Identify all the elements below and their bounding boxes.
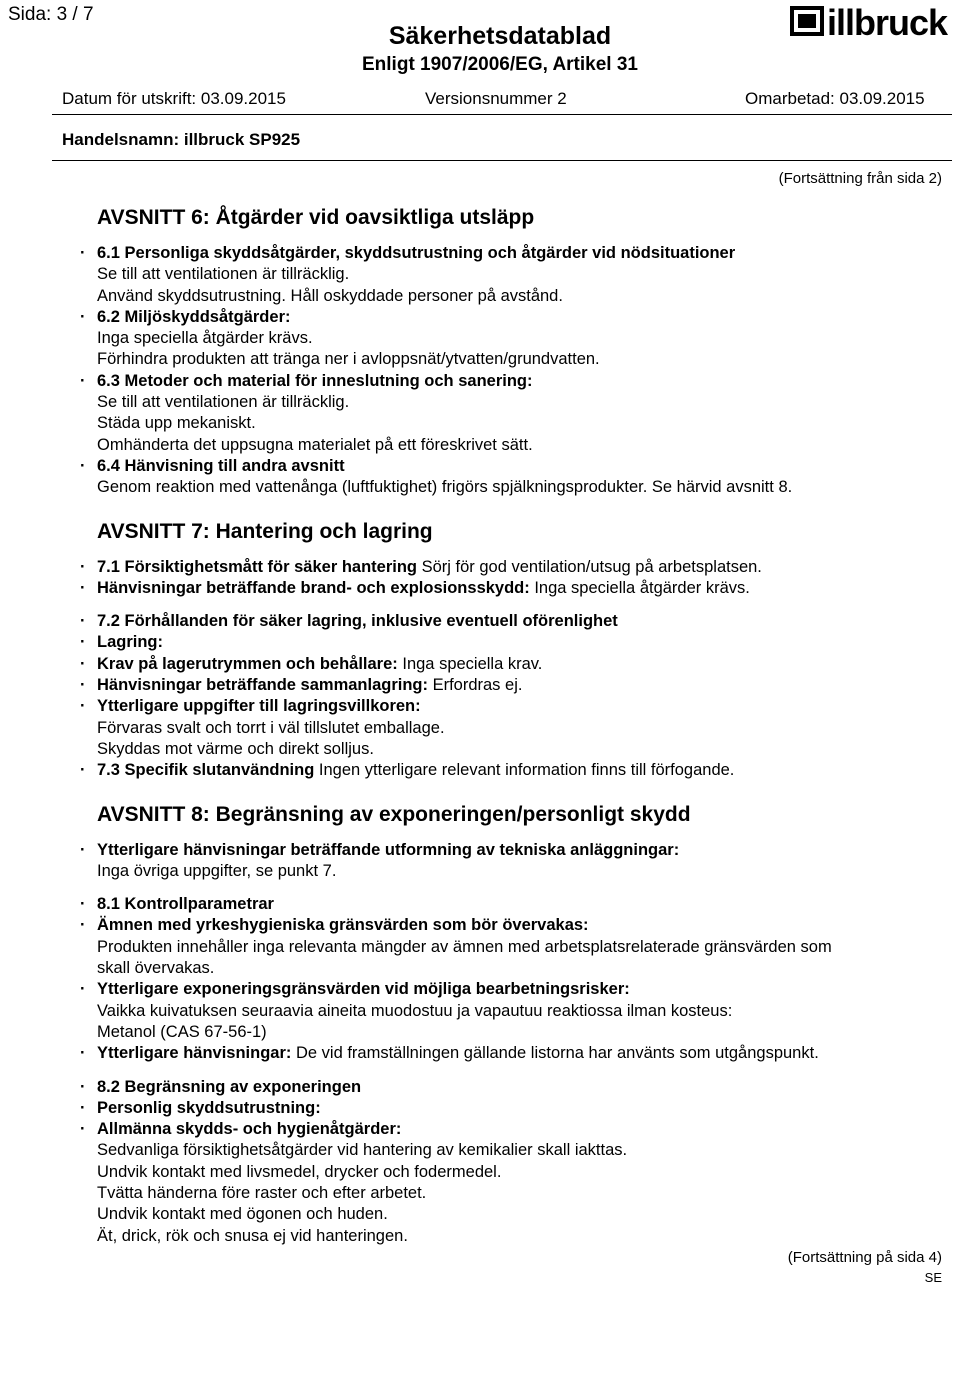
trade-divider [52, 160, 952, 161]
trade-name: Handelsnamn: illbruck SP925 [62, 130, 301, 149]
page-number: Sida: 3 / 7 [8, 4, 94, 25]
revision-date: Omarbetad: 03.09.2015 [745, 89, 925, 108]
s8-item-3: · Ämnen med yrkeshygieniska gränsvärden som bör övervakas: Produkten innehåller inga relevanta mängder av ämnen med arbetsplatsrelaterade gränsvärden som skall övervakas. [80, 915, 950, 979]
s7-item-2: · Hänvisningar beträffande brand- och explosionsskydd: Inga speciella åtgärder krävs. [80, 578, 950, 599]
s7-item-4: · Lagring: [80, 632, 950, 653]
illbruck-logo [790, 2, 958, 42]
s7-item-5: · Krav på lagerutrymmen och behållare: Inga speciella krav. [80, 654, 950, 675]
s8-item-1: · Ytterligare hänvisningar beträffande utformning av tekniska anläggningar: Inga övriga uppgifter, se punkt 7. [80, 840, 950, 883]
s6-item-1: · 6.1 Personliga skyddsåtgärder, skyddsutrustning och åtgärder vid nödsituationer Se till att ventilationen är tillräcklig. Använd skyddsutrustning. Håll oskyddade personer på avstånd. [80, 243, 950, 307]
s7-item-6: · Hänvisningar beträffande sammanlagring: Erfordras ej. [80, 675, 950, 696]
s8-item-4: · Ytterligare exponeringsgränsvärden vid möjliga bearbetningsrisker: Vaikka kuivatuksen seuraavia aineita muodostuu ja vapautuu reaktiossa ilman kosteus: Metanol (CAS 67-56-1) [80, 979, 950, 1043]
continued-to: (Fortsättning på sida 4) [787, 1249, 942, 1266]
header-divider [52, 114, 952, 115]
section-8-heading: AVSNITT 8: Begränsning av exponeringen/personligt skydd [97, 802, 691, 826]
continued-from: (Fortsättning från sida 2) [778, 170, 942, 187]
language-code: SE [924, 1270, 942, 1285]
s7-item-7: · Ytterligare uppgifter till lagringsvillkoren: Förvaras svalt och torrt i väl tillslutet emballage. Skyddas mot värme och direkt solljus. [80, 696, 950, 760]
version-number: Versionsnummer 2 [425, 89, 567, 108]
s6-item-3: · 6.3 Metoder och material för inneslutning och sanering: Se till att ventilationen är tillräcklig. Städa upp mekaniskt. Omhänderta det uppsugna materialet på ett föreskrivet sätt. [80, 371, 950, 456]
document-subtitle: Enligt 1907/2006/EG, Artikel 31 [362, 54, 638, 75]
document-title: Säkerhetsdatablad [388, 22, 612, 50]
s6-item-4: · 6.4 Hänvisning till andra avsnitt Genom reaktion med vattenånga (luftfuktighet) frigörs spjälkningsprodukter. Se härvid avsnitt 8. [80, 456, 950, 499]
s8-item-6: · 8.2 Begränsning av exponeringen [80, 1077, 950, 1098]
s8-item-5: · Ytterligare hänvisningar: De vid framställningen gällande listorna har använts som utgångspunkt. [80, 1043, 950, 1064]
s7-item-3: · 7.2 Förhållanden för säker lagring, inklusive eventuell oförenlighet [80, 611, 950, 632]
document-body [80, 205, 950, 1247]
s7-item-1: · 7.1 Försiktighetsmått för säker hantering Sörj för god ventilation/utsug på arbetsplatsen. [80, 557, 950, 578]
print-date: Datum för utskrift: 03.09.2015 [62, 89, 286, 108]
s7-item-8: · 7.3 Specifik slutanvändning Ingen ytterligare relevant information finns till förfogande. [80, 760, 950, 781]
logo-wordmark: illbruck [827, 2, 948, 42]
s8-item-7: · Personlig skyddsutrustning: [80, 1098, 950, 1119]
s8-item-2: · 8.1 Kontrollparametrar [80, 894, 950, 915]
s6-item-2: · 6.2 Miljöskyddsåtgärder: Inga speciella åtgärder krävs. Förhindra produkten att tränga ner i avloppsnät/ytvatten/grundvatten. [80, 307, 950, 371]
section-7-heading: AVSNITT 7: Hantering och lagring [97, 519, 433, 543]
s8-item-8: · Allmänna skydds- och hygienåtgärder: Sedvanliga försiktighetsåtgärder vid hantering av kemikalier skall iakttas. Undvik kontakt med livsmedel, drycker och fodermedel. Tvätta händerna före raster och efter arbetet. Undvik kontakt med ögonen och huden. Ät, drick, rök och snusa ej vid hanteringen. [80, 1119, 950, 1247]
section-6-heading: AVSNITT 6: Åtgärder vid oavsiktliga utsläpp [97, 206, 535, 229]
